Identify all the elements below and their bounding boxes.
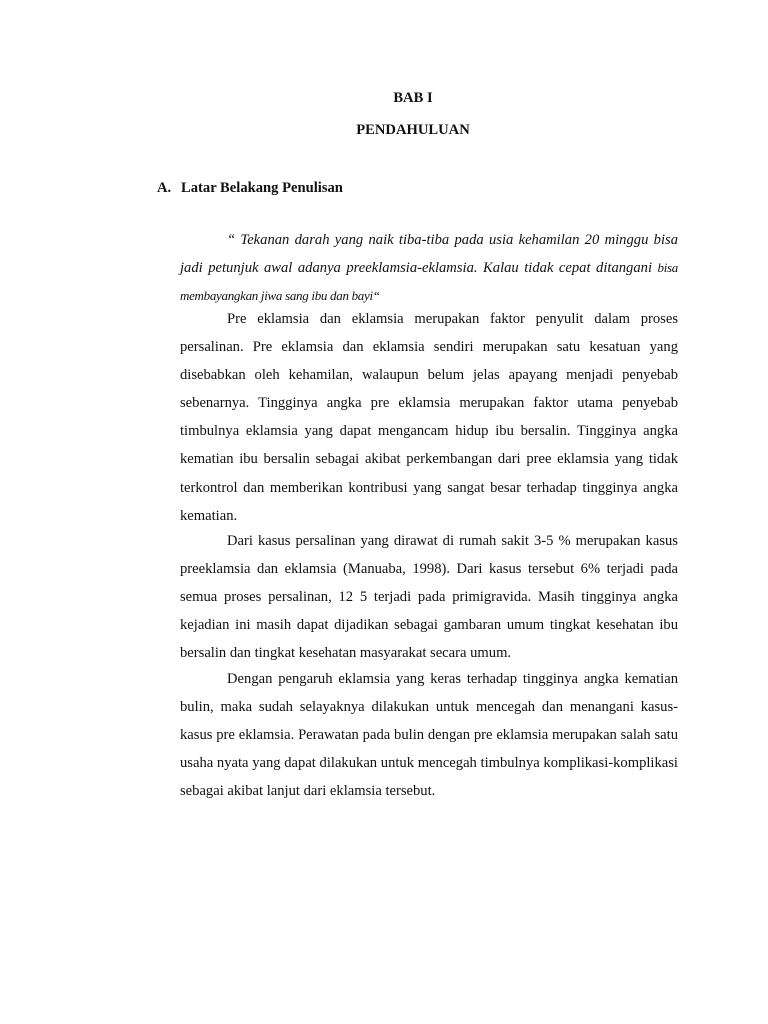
paragraph-text: Dengan pengaruh eklamsia yang keras terhadap tingginya angka kematian bulin, maka sudah selayaknya dilakukan untuk mencegah dan menangani kasus-kasus pre eklamsia. Perawatan pada bulin dengan pre eklamsia merupakan salah satu usaha nyata yang dapat dilakukan untuk mencegah timbulnya komplikasi-komplikasi sebagai akibat lanjut dari eklamsia tersebut. xyxy=(180,671,678,800)
opening-quote xyxy=(180,226,678,310)
paragraph-2 xyxy=(180,527,678,667)
section-heading xyxy=(157,180,343,197)
quote-paragraph xyxy=(180,226,678,310)
chapter-title: PENDAHULUAN xyxy=(356,122,470,138)
paragraph-text: Pre eklamsia dan eklamsia merupakan faktor penyulit dalam proses persalinan. Pre eklamsia dan eklamsia sendiri merupakan satu kesatuan yang disebabkan oleh kehamilan, walaupun belum jelas apayang menjadi penyebab sebenarnya. Tingginya angka pre eklamsia merupakan faktor utama penyebab timbulnya eklamsia yang dapat mengancam hidup ibu bersalin. Tingginya angka kematian ibu bersalin sebagai akibat perkembangan dari pree eklamsia yang tidak terkontrol dan memberikan kontribusi yang sangat besar terhadap tingginya angka kematian. xyxy=(180,311,678,524)
section-letter: A. xyxy=(157,180,172,196)
chapter-heading: BAB I xyxy=(393,90,433,106)
quote-tail: bisa membayangkan jiwa sang ibu dan bayi“ xyxy=(180,260,678,304)
paragraph-text: Dari kasus persalinan yang dirawat di rumah sakit 3-5 % merupakan kasus preeklamsia dan eklamsia (Manuaba, 1998). Dari kasus tersebut 6% terjadi pada semua proses persalinan, 12 5 terjadi pada primigravida. Masih tingginya angka kejadian ini masih dapat dijadikan sebagai gambaran umum tingkat kesehatan ibu bersalin dan tingkat kesehatan masyarakat secara umum. xyxy=(180,533,678,662)
quote-main: “ Tekanan darah yang naik tiba-tiba pada usia kehamilan 20 minggu bisa jadi petunjuk awal adanya preeklamsia-eklamsia. Kalau tidak cepat ditangani xyxy=(180,232,678,277)
section-title: Latar Belakang Penulisan xyxy=(181,180,343,196)
paragraph-3 xyxy=(180,665,678,805)
paragraph-1 xyxy=(180,305,678,530)
